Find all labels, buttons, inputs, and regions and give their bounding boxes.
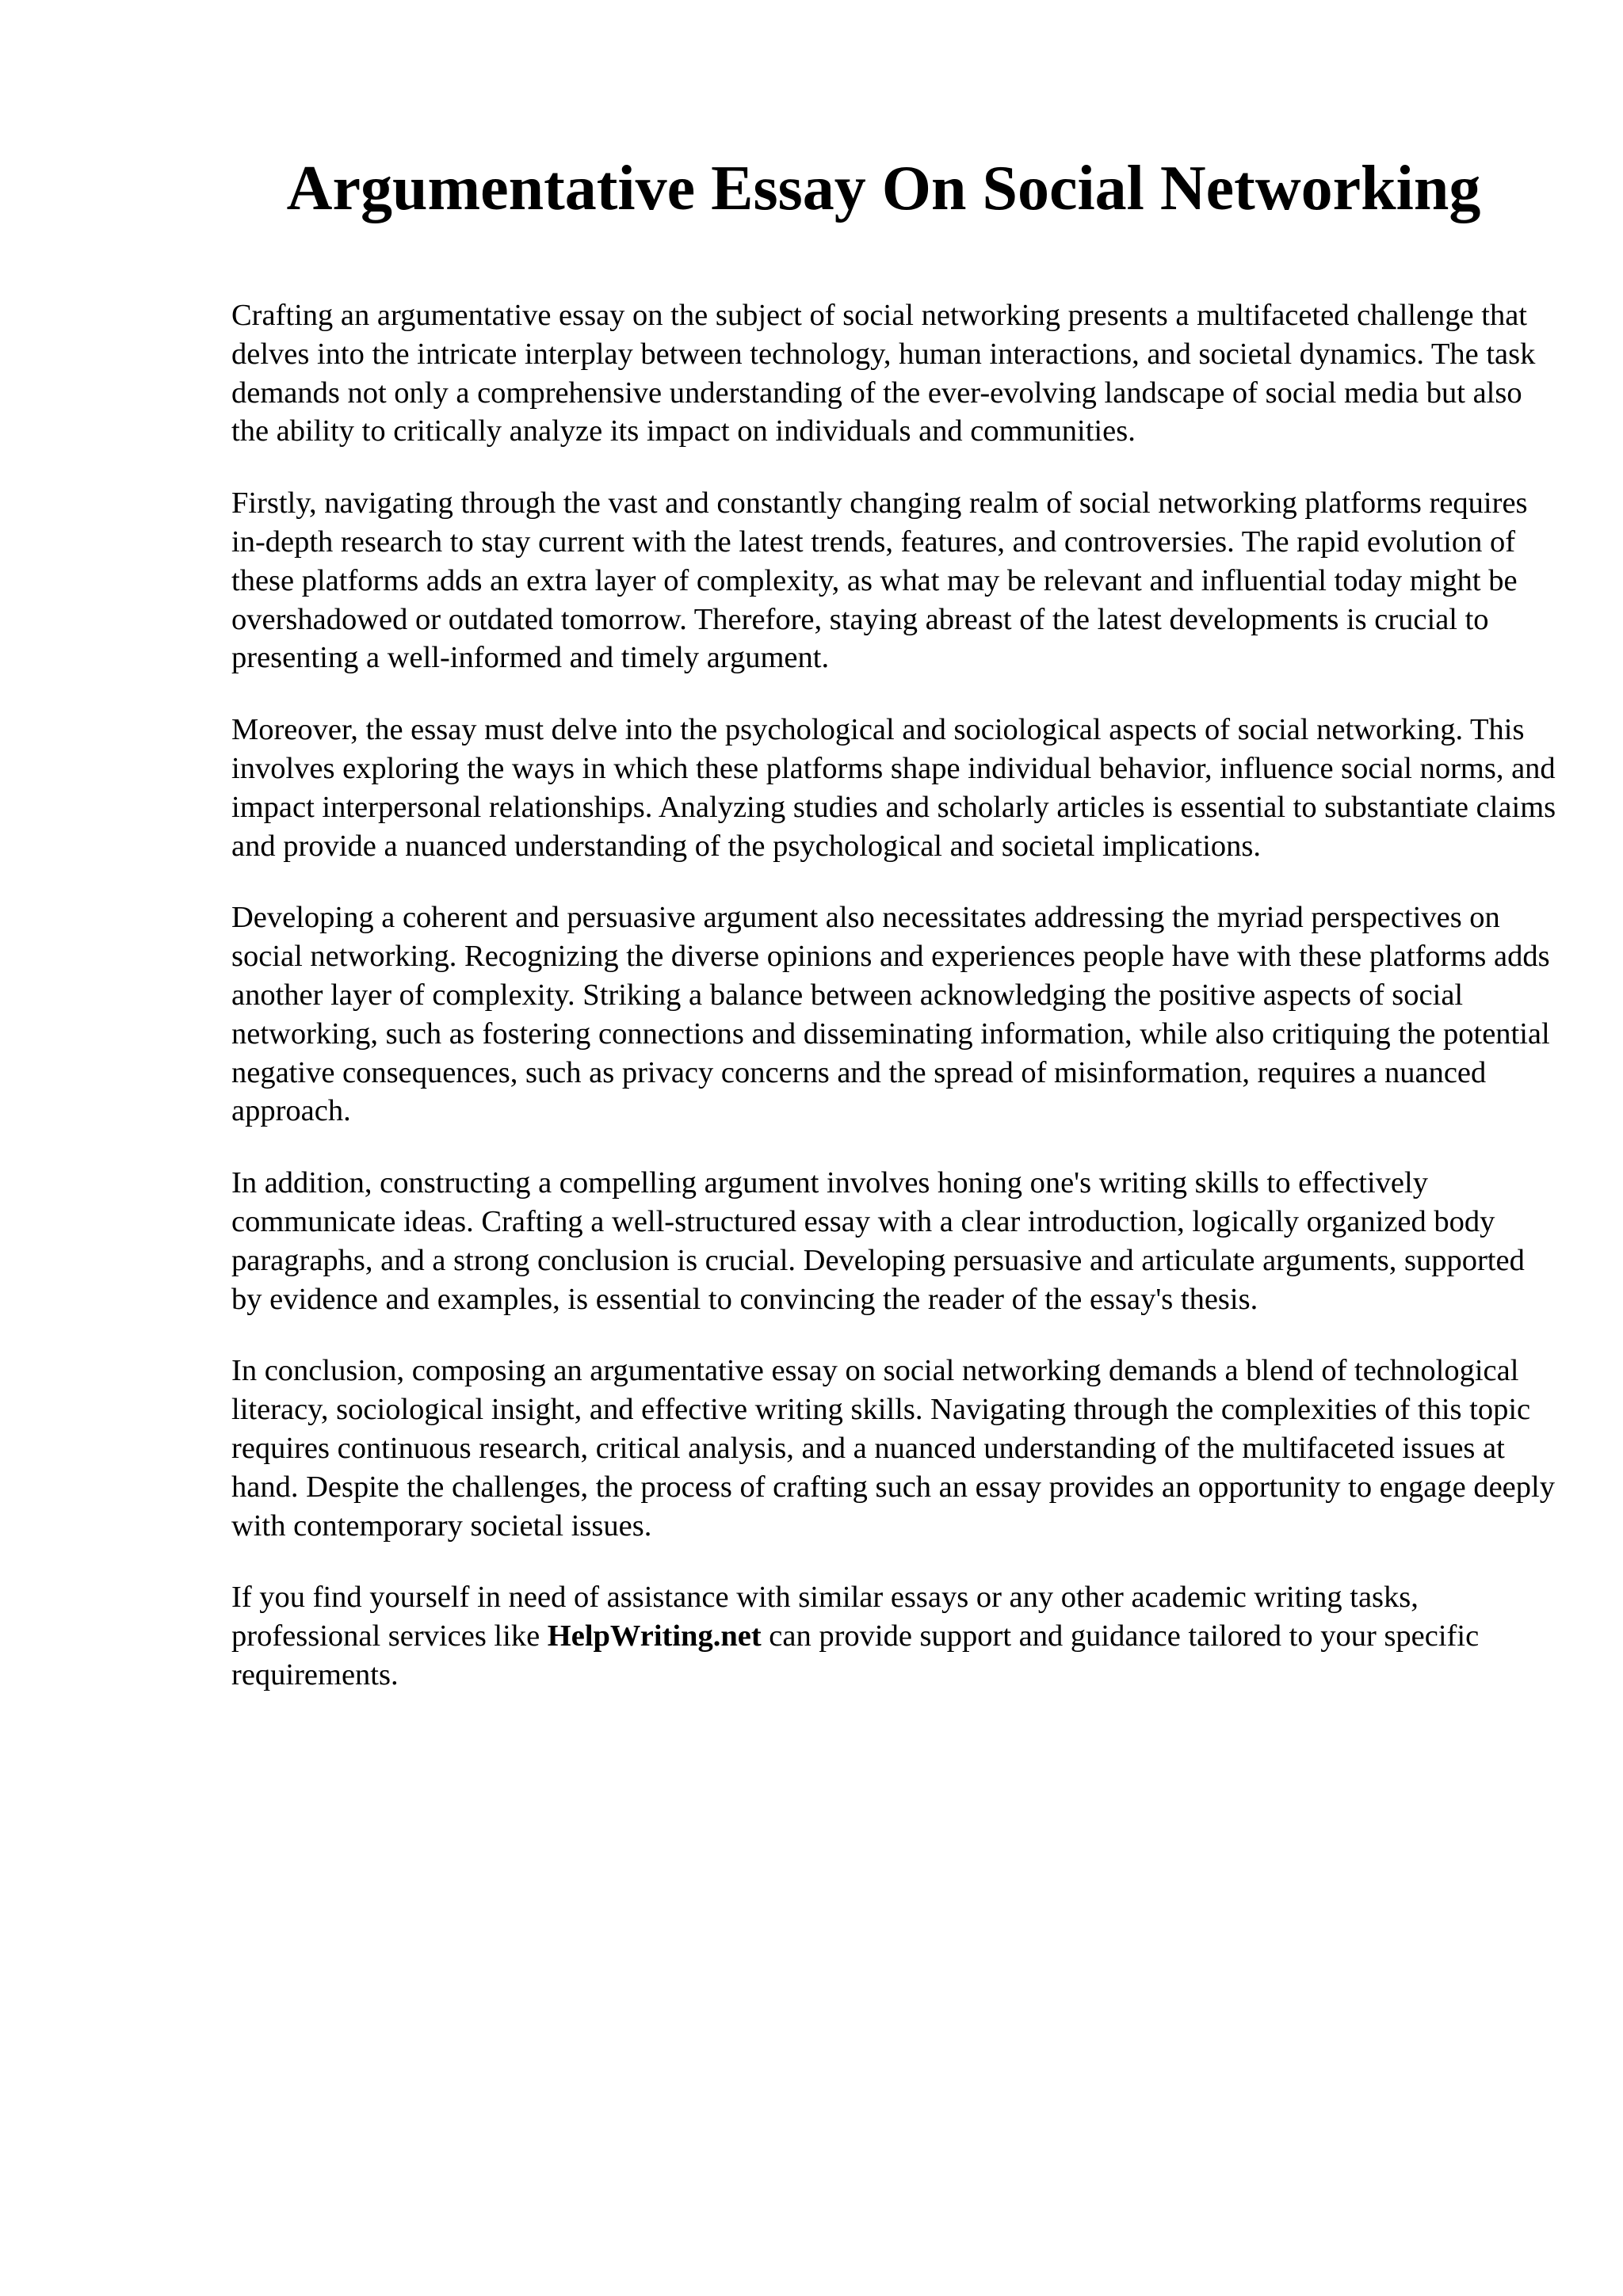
paragraph-conclusion: In conclusion, composing an argumentative essay on social networking demands a blend of technological literacy, sociological insight, and effective writing skills. Navigating through the complexities of this topic requires continuous research, critical analysis, and a nuanced understanding of the multifaceted issues at hand. Despite the challenges, the process of crafting such an essay provides an opportunity to engage deeply with contemporary societal issues. <box>231 1354 1555 1543</box>
paragraph-psychology: Moreover, the essay must delve into the psychological and sociological aspects of social networking. This involves exploring the ways in which these platforms shape individual behavior, influence social norms, and impact interpersonal relationships. Analyzing studies and scholarly articles is essential to substantiate claims and provide a nuanced understanding of the psychological and societal implications. <box>231 713 1556 863</box>
closing-text-before: If you find yourself in need of assistance with similar essays or any other academic writing tasks, professional services like <box>231 1581 1419 1653</box>
paragraph-writing-skills: In addition, constructing a compelling argument involves honing one's writing skills to effectively communicate ideas. Crafting a well-structured essay with a clear introduction, logically organized body paragraphs, and a strong conclusion is crucial. Developing persuasive and articulate arguments, supported by evidence and examples, is essential to convincing the reader of the essay's thesis. <box>231 1166 1525 1316</box>
closing-text-after: can provide support and guidance tailored to your specific requirements. <box>231 1619 1480 1691</box>
paragraph-research: Firstly, navigating through the vast and constantly changing realm of social networking platforms requires in-depth research to stay current with the latest trends, features, and controversies. The rapid evolution of these platforms adds an extra layer of complexity, as what may be relevant and influential today might be overshadowed or outdated tomorrow. Therefore, staying abreast of the latest developments is crucial to presenting a well-informed and timely argument. <box>231 486 1528 675</box>
paragraph-perspectives: Developing a coherent and persuasive argument also necessitates addressing the myriad perspectives on social networking. Recognizing the diverse opinions and experiences people have with these platforms adds another layer of complexity. Striking a balance between acknowledging the positive aspects of social networking, such as fostering connections and disseminating information, while also critiquing the potential negative consequences, such as privacy concerns and the spread of misinformation, requires a nuanced approach. <box>231 901 1550 1128</box>
essay-body <box>231 296 1556 1695</box>
paragraph-intro: Crafting an argumentative essay on the subject of social networking presents a multifaceted challenge that delves into the intricate interplay between technology, human interactions, and societal dynamics. The task demands not only a comprehensive understanding of the ever-evolving landscape of social media but also the ability to critically analyze its impact on individuals and communities. <box>231 299 1536 448</box>
brand-name: HelpWriting.net <box>547 1619 762 1653</box>
page-title: Argumentative Essay On Social Networking <box>286 154 1481 223</box>
paragraph-closing <box>231 1578 1556 1694</box>
